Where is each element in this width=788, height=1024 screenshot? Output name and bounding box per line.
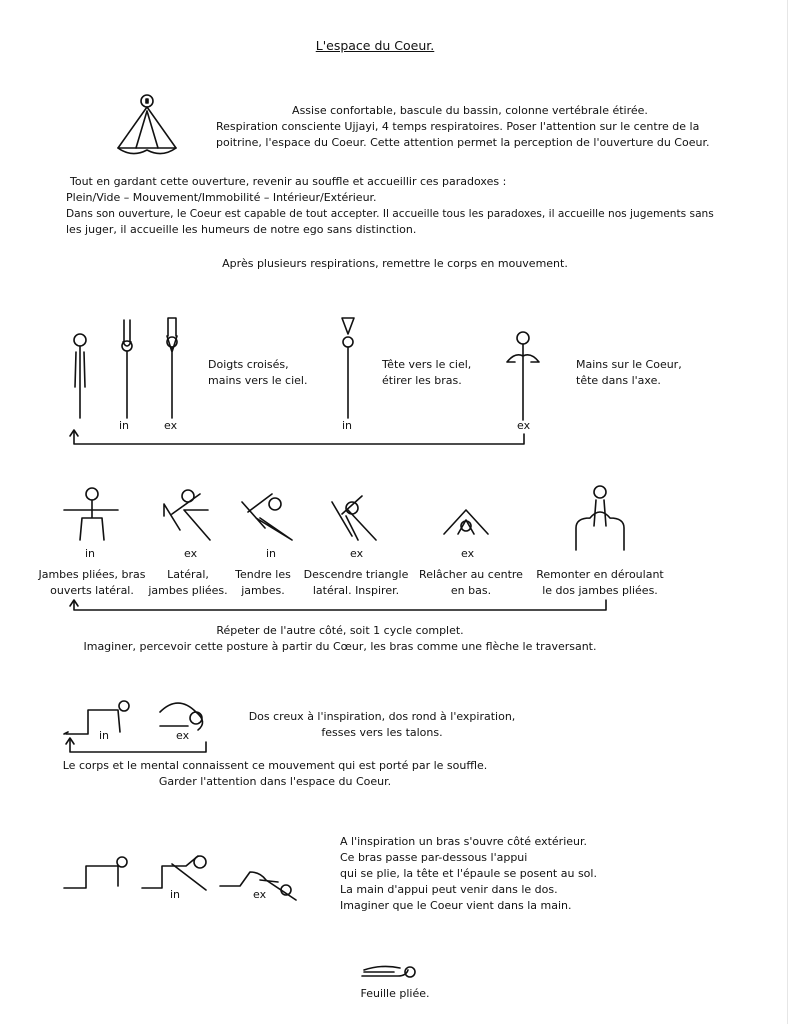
seq2-breath-ex-1: ex <box>184 547 198 560</box>
cat-child-figures <box>60 694 220 756</box>
thread-needle-figures <box>60 850 310 910</box>
seq2-repeat-line-1: Répeter de l'autre côté, soit 1 cycle complet. <box>216 624 464 637</box>
folded-leaf-figure <box>358 960 422 982</box>
seq4-note-line-4: La main d'appui peut venir dans le dos. <box>340 883 558 896</box>
seq3-after-line-1: Le corps et le mental connaissent ce mouvement qui est porté par le souffle. <box>62 759 488 772</box>
seq1-note-2-line-2: étirer les bras. <box>382 374 462 387</box>
triangle-sequence-figures <box>60 484 660 544</box>
seq4-breath-ex: ex <box>253 888 267 901</box>
seq4-note-line-2: Ce bras passe par-dessous l'appui <box>340 851 528 864</box>
seq1-note-3-line-2: tête dans l'axe. <box>576 374 661 387</box>
seq2-breath-in-1: in <box>85 547 96 560</box>
seq2-caption-5-line-2: en bas. <box>450 584 492 597</box>
seq1-breath-in-2: in <box>342 419 353 432</box>
seq2-caption-5-line-1: Relâcher au centre <box>419 568 523 581</box>
seq1-breath-ex-1: ex <box>164 419 178 432</box>
seq3-breath-in: in <box>99 729 110 742</box>
seq3-breath-ex: ex <box>176 729 190 742</box>
seq2-caption-4-line-2: latéral. Inspirer. <box>312 584 400 597</box>
intro-line-2: Respiration consciente Ujjayi, 4 temps respiratoires. Poser l'attention sur le centre de la <box>216 120 700 133</box>
intro-line-1: Assise confortable, bascule du bassin, colonne vertébrale étirée. <box>292 104 648 117</box>
seq2-repeat-line-2: Imaginer, percevoir cette posture à partir du Cœur, les bras comme une flèche le traversant. <box>83 640 597 653</box>
seq2-caption-1-line-1: Jambes pliées, bras <box>38 568 146 581</box>
seq2-caption-3-line-2: jambes. <box>241 584 285 597</box>
seq2-caption-6-line-2: le dos jambes pliées. <box>542 584 658 597</box>
seq1-note-1-line-2: mains vers le ciel. <box>208 374 308 387</box>
seq2-caption-4-line-1: Descendre triangle <box>303 568 409 581</box>
seq4-note-line-1: A l'inspiration un bras s'ouvre côté extérieur. <box>340 835 588 848</box>
page-title: L'espace du Coeur. <box>315 38 435 53</box>
seq2-caption-2-line-2: jambes pliées. <box>148 584 228 597</box>
seq1-breath-in-1: in <box>119 419 130 432</box>
seq1-note-3-line-1: Mains sur le Coeur, <box>576 358 682 371</box>
seq2-caption-6-line-1: Remonter en déroulant <box>536 568 664 581</box>
seq1-breath-ex-2: ex <box>517 419 531 432</box>
seq2-breath-ex-2: ex <box>350 547 364 560</box>
final-caption: Feuille pliée. <box>360 987 430 1000</box>
paradoxes-line-4: les juger, il accueille les humeurs de notre ego sans distinction. <box>66 223 417 236</box>
seq1-note-2-line-1: Tête vers le ciel, <box>382 358 472 371</box>
seq3-note-line-2: fesses vers les talons. <box>321 726 443 739</box>
paradoxes-line-1: Tout en gardant cette ouverture, revenir au souffle et accueillir ces paradoxes : <box>70 175 507 188</box>
seated-meditation-icon <box>112 92 182 162</box>
seq4-note-line-5: Imaginer que le Coeur vient dans la main. <box>340 899 572 912</box>
seq2-caption-1-line-2: ouverts latéral. <box>50 584 134 597</box>
seq2-breath-in-2: in <box>266 547 277 560</box>
after-breaths-text: Après plusieurs respirations, remettre le corps en mouvement. <box>222 257 568 270</box>
intro-line-3: poitrine, l'espace du Coeur. Cette attention permet la perception de l'ouverture du Coeur. <box>216 136 710 149</box>
seq2-caption-3-line-1: Tendre les <box>235 568 291 581</box>
seq4-note-line-3: qui se plie, la tête et l'épaule se posent au sol. <box>340 867 597 880</box>
seq2-caption-2-line-1: Latéral, <box>167 568 209 581</box>
seq4-breath-in: in <box>170 888 181 901</box>
seq3-after-line-2: Garder l'attention dans l'espace du Coeur. <box>158 775 392 788</box>
paradoxes-line-3: Dans son ouverture, le Coeur est capable de tout accepter. Il accueille tous les paradoxes, il accueille nos jugements sans <box>66 208 714 220</box>
paradoxes-line-2: Plein/Vide – Mouvement/Immobilité – Intérieur/Extérieur. <box>66 191 377 204</box>
seq2-return-arrow <box>60 596 620 616</box>
seq1-note-1-line-1: Doigts croisés, <box>208 358 289 371</box>
seq3-note-line-1: Dos creux à l'inspiration, dos rond à l'expiration, <box>248 710 516 723</box>
seq2-breath-ex-3: ex <box>461 547 475 560</box>
